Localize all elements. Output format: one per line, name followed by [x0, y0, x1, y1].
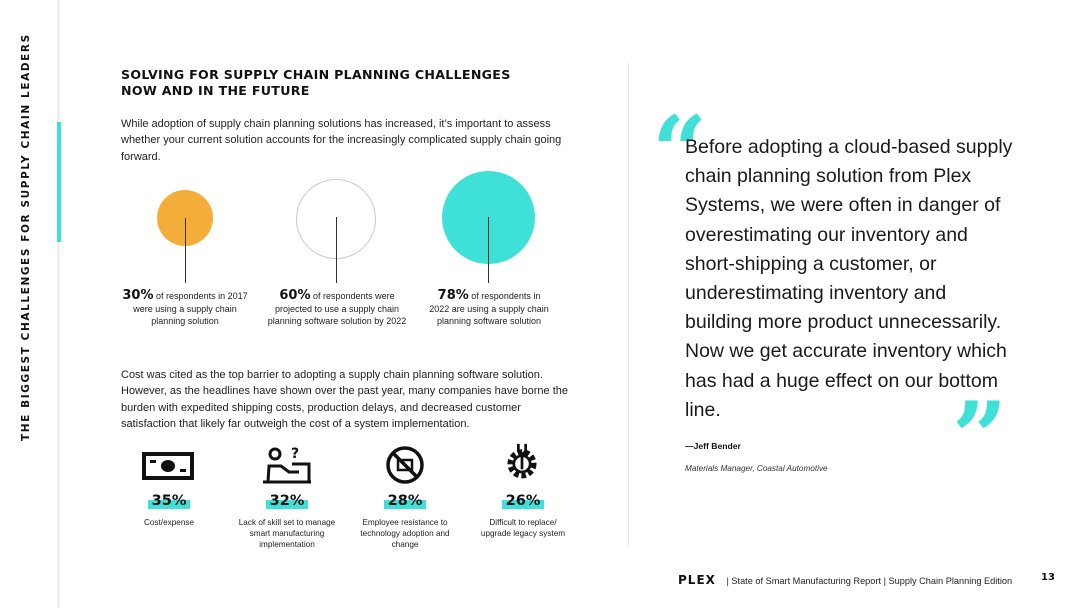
footer	[678, 573, 1012, 587]
barrier-percent: 28%	[384, 493, 427, 509]
barrier-pct-wrap	[240, 492, 334, 510]
stat-caption	[266, 290, 408, 328]
footer-text: | State of Smart Manufacturing Report | Supply Chain Planning Edition	[726, 576, 1013, 586]
plex-logo: PLEX	[678, 573, 716, 587]
left-rail	[57, 0, 60, 608]
testimonial-quote: Before adopting a cloud-based supply chain planning solution from Plex Systems, we were often in danger of overestimating our inventory and short-shipping a customer, or underestimating inventory and building more product unnecessarily. Now we get accurate inventory which has had a huge effect on our bottom line.	[685, 136, 1013, 421]
svg-text:?: ?	[291, 446, 300, 462]
quote-role: Materials Manager, Coastal Automotive	[685, 464, 828, 473]
no-resistance-icon	[377, 444, 433, 484]
sidebar-label: THE BIGGEST CHALLENGES FOR SUPPLY CHAIN LEADERS	[20, 33, 32, 441]
barrier-paragraph: Cost was cited as the top barrier to adopting a supply chain planning software solution. However, as the headlines have shown over the past year, many companies have borne the burden with expedited shipping costs, production delays, and decreased customer satisfaction that likely far outweigh the cost of a system implementation.	[121, 369, 568, 430]
barrier-label: Employee resistance to technology adoption and change	[360, 518, 450, 549]
barrier-label: Cost/expense	[143, 518, 195, 527]
barrier-percent: 26%	[502, 493, 545, 509]
stat-leader-line	[336, 217, 337, 283]
barrier-percent: 32%	[266, 493, 309, 509]
stat-text: of respondents were projected to use a supply chain planning software solution by 2022	[267, 291, 407, 326]
barrier-label: Difficult to replace/ upgrade legacy system	[480, 518, 566, 538]
stat-value: 60%	[279, 288, 311, 303]
stat-caption	[428, 290, 550, 328]
stat-leader-line	[488, 217, 489, 283]
stat-value: 30%	[122, 288, 154, 303]
close-quote-icon: ”	[952, 381, 1008, 494]
section-heading: SOLVING FOR SUPPLY CHAIN PLANNING CHALLENGES NOW AND IN THE FUTURE	[121, 67, 511, 98]
stat-caption	[122, 290, 248, 328]
quote-author: —Jeff Bender	[685, 441, 741, 451]
barrier-pct-wrap	[358, 492, 452, 510]
intro-paragraph: While adoption of supply chain planning solutions has increased, it’s important to assess whether your current solution accounts for the increasingly complicated supply chain going forward.	[121, 118, 562, 163]
worker-question-icon	[259, 444, 315, 484]
gear-wrench-icon	[494, 442, 550, 482]
page-number: 13	[1041, 572, 1055, 583]
rail-accent	[57, 122, 61, 242]
barrier-label: Lack of skill set to manage smart manufacturing implementation	[238, 518, 336, 549]
column-divider	[628, 62, 629, 547]
open-quote-icon: “	[652, 95, 708, 208]
barrier-pct-wrap	[122, 492, 216, 510]
money-icon	[140, 446, 196, 486]
barrier-pct-wrap	[476, 492, 570, 510]
stat-leader-line	[185, 218, 186, 283]
stat-text: of respondents in 2017 were using a supply chain planning solution	[133, 291, 248, 326]
stat-value: 78%	[437, 288, 469, 303]
barrier-percent: 35%	[148, 493, 191, 509]
stat-text: of respondents in 2022 are using a supply chain planning software solution	[429, 291, 549, 326]
